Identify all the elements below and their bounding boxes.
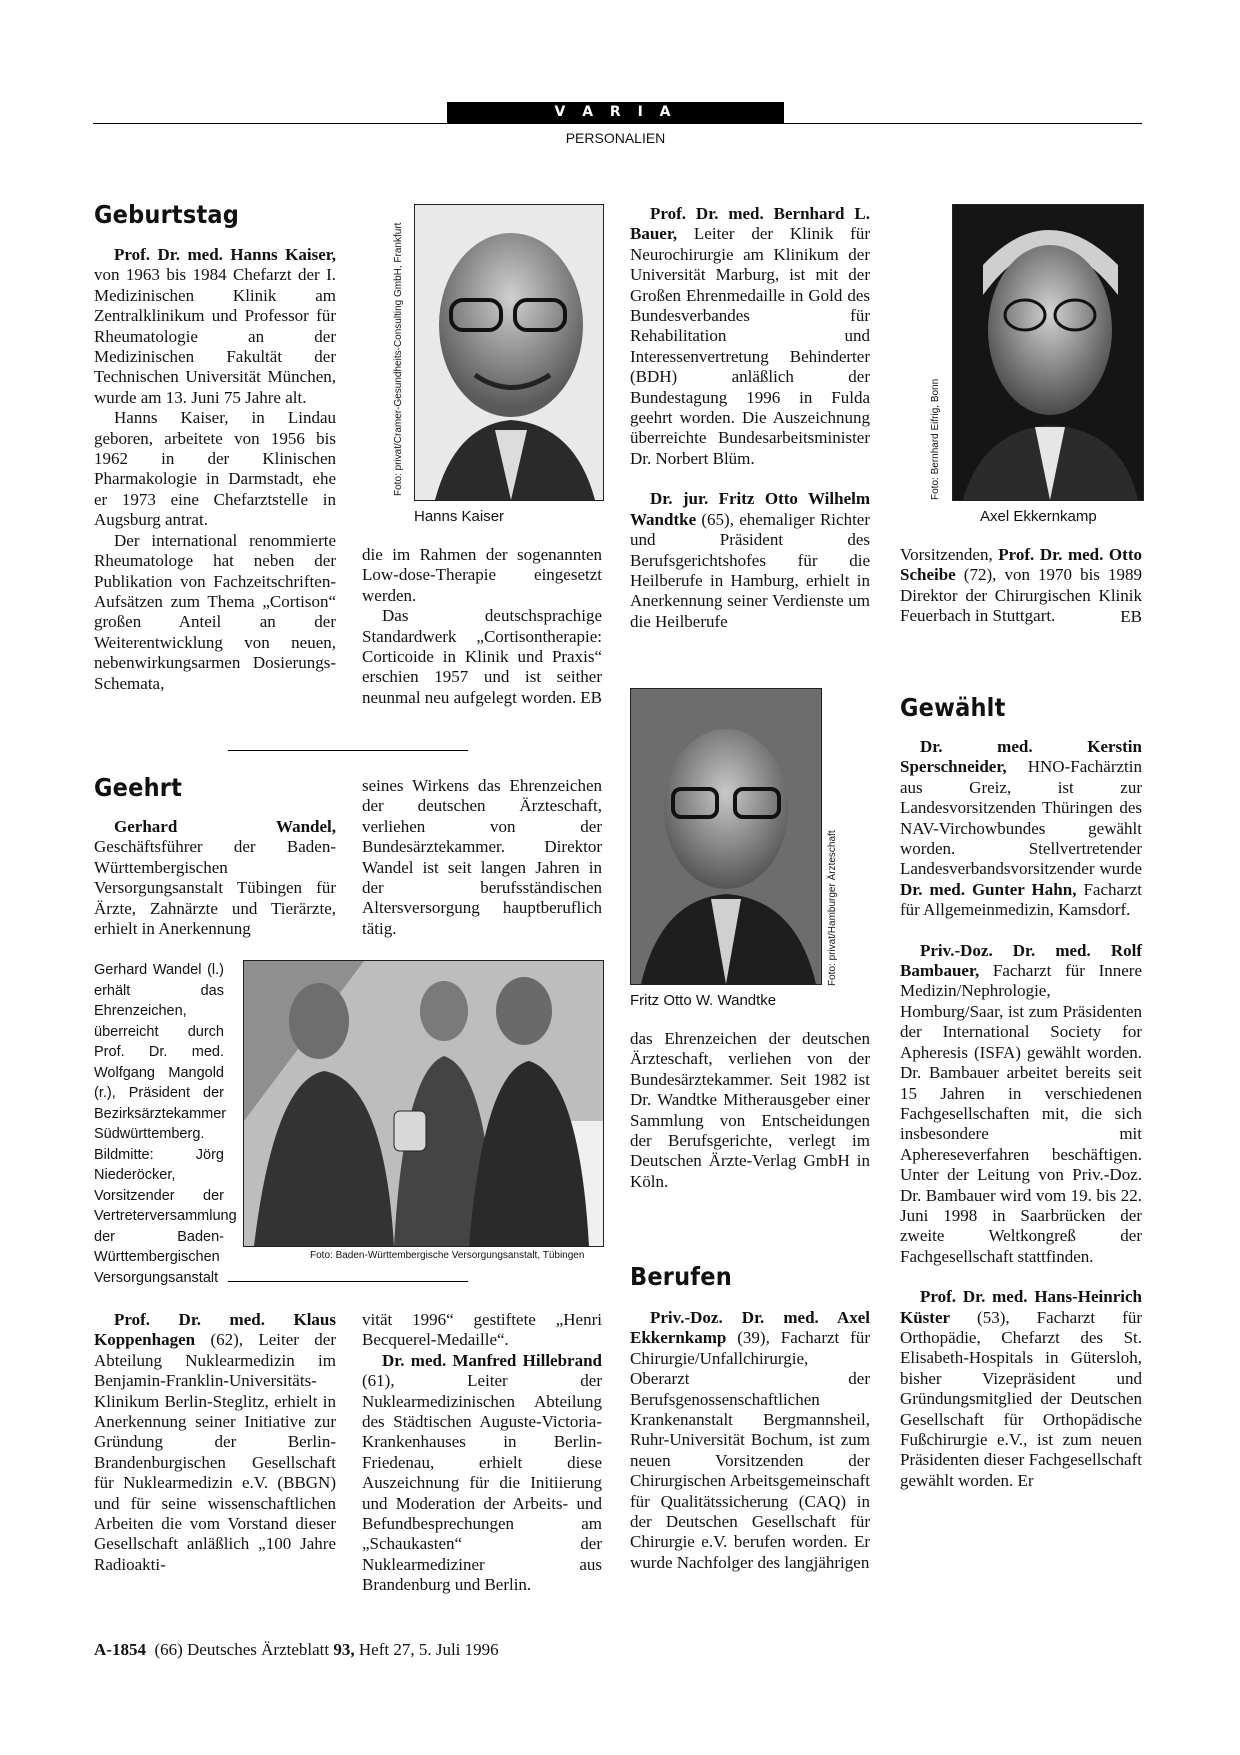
wandtke-photo-credit: Foto: privat/Hamburger Ärzteschaft: [827, 830, 838, 986]
divider-2: [228, 1281, 468, 1282]
hahn-name: Dr. med. Gunter Hahn,: [900, 879, 1077, 899]
wandel-photo: [243, 960, 604, 1247]
ekkernkamp-photo-credit: Foto: Bernhard Eifrig, Bonn: [930, 378, 941, 500]
ekkernkamp-signature: EB: [1120, 606, 1142, 626]
article-ekkernkamp-cont: Vorsitzenden, Prof. Dr. med. Otto Scheibe (72), von 1970 bis 1989 Direktor der Chirurgischen Klinik Feuerbach in Stuttgart. EB: [900, 545, 1142, 626]
kaiser-photo-credit: Foto: privat/Cramer-Gesundheits-Consulting GmbH, Frankfurt: [393, 222, 404, 496]
wandel-name: Gerhard Wandel,: [114, 817, 336, 836]
article-kaiser: Prof. Dr. med. Hanns Kaiser, von 1963 bis 1984 Chefarzt der I. Medizinischen Klinik am Zentralklinikum und Professor für Rheumatologie an der Medizinischen Fakultät der Technischen Universität München, wurde am 13. Juni 75 Jahre alt. Hanns Kaiser, in Lindau geboren, arbeitete von 1956 bis 1962 in der Klinischen Pharmakologie in Darmstadt, ehe er 1973 eine Chefarztstelle in Augsburg antrat. Der international renommierte Rheumatologe hat neben der Publikation von Fachzeitschriften-Aufsätzen zum Thema „Cortison“ großen Anteil an der Weiterentwicklung von neuen, nebenwirkungsarmen Dosierungs-Schemata,: [94, 245, 336, 693]
bauer-name: Prof. Dr. med. Bernhard L. Bauer,: [630, 204, 870, 244]
koppenhagen-name: Prof. Dr. med. Klaus Koppenhagen: [94, 1310, 336, 1350]
heading-gewaehlt: Gewählt: [900, 693, 1006, 722]
article-hillebrand: vität 1996“ gestiftete „Henri Becquerel-Medaille“. Dr. med. Manfred Hillebrand (61), Leiter der Nuklearmedizinischen Abteilung des Städtischen Auguste-Victoria-Krankenhauses in Berlin-Friedenau, erhielt diese Auszeichnung für die Initiierung und Moderation der Arbeits- und Befundbesprechungen am „Schaukasten“ der Nuklearmediziner aus Brandenburg und Berlin.: [362, 1310, 602, 1595]
kaiser-name: Prof. Dr. med. Hanns Kaiser,: [114, 245, 336, 264]
page-number: A-1854: [94, 1640, 146, 1659]
article-gewaehlt: Dr. med. Kerstin Sperschneider, HNO-Fachärztin aus Greiz, ist zur Landesvorsitzenden Thüringen des NAV-Virchowbundes gewählt worden. Stellvertretender Landesverbandsvorsitzender wurde Dr. med. Gunter Hahn, Facharzt für Allgemeinmedizin, Kamsdorf. Priv.-Doz. Dr. med. Rolf Bambauer, Facharzt für Innere Medizin/Nephrologie, Homburg/Saar, ist zum Präsidenten der International Society for Apheresis (ISFA) gewählt worden. Dr. Bambauer arbeitet bereits seit 15 Jahren in verschiedenen Fachgesellschaften mit, die sich insbesondere mit Aphereseverfahren beschäftigen. Unter der Leitung von Priv.-Doz. Dr. Bambauer wird vom 19. bis 22. Juni 1998 in Saarbrücken der zweite Weltkongreß der Fachgesellschaft stattfinden. Prof. Dr. med. Hans-Heinrich Küster (53), Facharzt für Orthopädie, Chefarzt des St. Elisabeth-Hospitals in Gütersloh, bisher Vizepräsident und Gründungsmitglied der Deutschen Gesellschaft für Orthopädische Fußchirurgie e.V., ist zum neuen Präsidenten dieser Fachgesellschaft gewählt worden. Er: [900, 737, 1142, 1490]
kaiser-signature: EB: [580, 688, 602, 708]
article-koppenhagen: Prof. Dr. med. Klaus Koppenhagen (62), Leiter der Abteilung Nuklearmedizin im Benjamin-Franklin-Universitäts-Klinikum Berlin-Steglitz, erhielt in Anerkennung seiner Initiative zur Gründung der Berlin-Brandenburgischen Gesellschaft für Nuklearmedizin e.V. (BBGN) und für seine wissenschaftlichen Arbeiten die vom Vorstand dieser Gesellschaft anläßlich „100 Jahre Radioakti-: [94, 1310, 336, 1574]
kaiser-photo-caption: Hanns Kaiser: [414, 508, 505, 525]
portrait-wandtke-image: [631, 689, 821, 984]
article-bauer: Prof. Dr. med. Bernhard L. Bauer, Leiter der Klinik für Neurochirurgie am Klinikum der Universität Marburg, ist mit der Großen Ehrenmedaille in Gold des Bundesverbandes für Rehabilitation und Interessenvertretung Behinderter (BDH) anläßlich der Bundestagung 1996 in Fulda geehrt worden. Die Auszeichnung überreichte Bundesarbeitsminister Dr. Norbert Blüm. Dr. jur. Fritz Otto Wilhelm Wandtke (65), ehemaliger Richter und Präsident des Berufsgerichtshofes für die Heilberufe in Hamburg, erhielt in Anerkennung seiner Verdienste um die Heilberufe: [630, 204, 870, 631]
article-wandtke-cont: das Ehrenzeichen der deutschen Ärzteschaft, verliehen von der Bundesärztekammer. Seit 1982 ist Dr. Wandtke Mitherausgeber einer Sammlung von Entscheidungen der Berufsgerichte, verlegt im Deutschen Ärzte-Verlag GmbH in Köln.: [630, 1029, 870, 1191]
kaiser-photo: [414, 204, 604, 501]
ekkernkamp-photo: [952, 204, 1144, 501]
wandel-photo-credit: Foto: Baden-Württembergische Versorgungsanstalt, Tübingen: [310, 1250, 585, 1261]
wandtke-photo-caption: Fritz Otto W. Wandtke: [630, 992, 777, 1009]
heading-geburtstag: Geburtstag: [94, 200, 240, 229]
wandtke-name: Dr. jur. Fritz Otto Wilhelm Wandtke: [630, 489, 870, 529]
portrait-kaiser-image: [415, 205, 603, 500]
article-ekkernkamp: Priv.-Doz. Dr. med. Axel Ekkernkamp (39), Facharzt für Chirurgie/Unfallchirurgie, Oberarzt der Berufsgenossenschaftlichen Krankenanstalt Bergmannsheil, Ruhr-Universität Bochum, ist zum neuen Vorsitzenden der Chirurgischen Arbeitsgemeinschaft für Qualitätssicherung (CAQ) in der Deutschen Gesellschaft für Chirurgie e.V. berufen worden. Er wurde Nachfolger des langjährigen: [630, 1308, 870, 1572]
subsection-title: PERSONALIEN: [565, 130, 666, 146]
section-title: V A R I A: [554, 104, 677, 120]
ekkernkamp-name: Priv.-Doz. Dr. med. Axel Ekkernkamp: [630, 1308, 870, 1348]
ekkernkamp-photo-caption: Axel Ekkernkamp: [980, 508, 1097, 525]
sperschneider-name: Dr. med. Kerstin Sperschneider,: [900, 737, 1142, 777]
kuester-name: Prof. Dr. med. Hans-Heinrich Küster: [900, 1287, 1142, 1327]
wandel-photo-caption: Gerhard Wandel (l.) erhält das Ehrenzeichen, überreicht durch Prof. Dr. med. Wolfgang Mangold (r.), Präsident der Bezirksärztekammer Südwürttemberg. Bildmitte: Jörg Niederöcker, Vorsitzender der Vertreterversammlung der Baden-Württembergischen Versorgungsanstalt: [94, 962, 237, 1286]
award-ceremony-image: [244, 961, 603, 1246]
bambauer-name: Priv.-Doz. Dr. med. Rolf Bambauer,: [900, 940, 1142, 981]
wandtke-photo: [630, 688, 822, 985]
portrait-ekkernkamp-image: [953, 205, 1143, 500]
divider-1: [228, 750, 468, 751]
section-banner: [447, 102, 784, 123]
heading-berufen: Berufen: [630, 1262, 732, 1291]
page-footer: A-1854 (66) Deutsches Ärzteblatt 93, Heft 27, 5. Juli 1996: [94, 1640, 499, 1659]
article-wandel: Gerhard Wandel, Geschäftsführer der Baden-Württembergischen Versorgungsanstalt Tübingen für Ärzte, Zahnärzte und Tierärzte, erhielt in Anerkennung: [94, 817, 336, 939]
hillebrand-name: Dr. med. Manfred Hillebrand: [382, 1350, 602, 1370]
article-wandel-cont: seines Wirkens das Ehrenzeichen der deutschen Ärzteschaft, verliehen von der Bundesärztekammer. Direktor Wandel ist seit langen Jahren in der berufsständischen Altersversorgung hauptberuflich tätig.: [362, 776, 602, 938]
header-rule: [93, 123, 1142, 124]
heading-geehrt: Geehrt: [94, 773, 183, 802]
article-kaiser-cont: die im Rahmen der sogenannten Low-dose-Therapie eingesetzt werden. Das deutschsprachige Standardwerk „Cortisontherapie: Corticoide in Klinik und Praxis“ erschien 1957 und ist seither neunmal neu aufgelegt worden. EB: [362, 545, 602, 708]
scheibe-name: Prof. Dr. med. Otto Scheibe: [900, 545, 1142, 585]
